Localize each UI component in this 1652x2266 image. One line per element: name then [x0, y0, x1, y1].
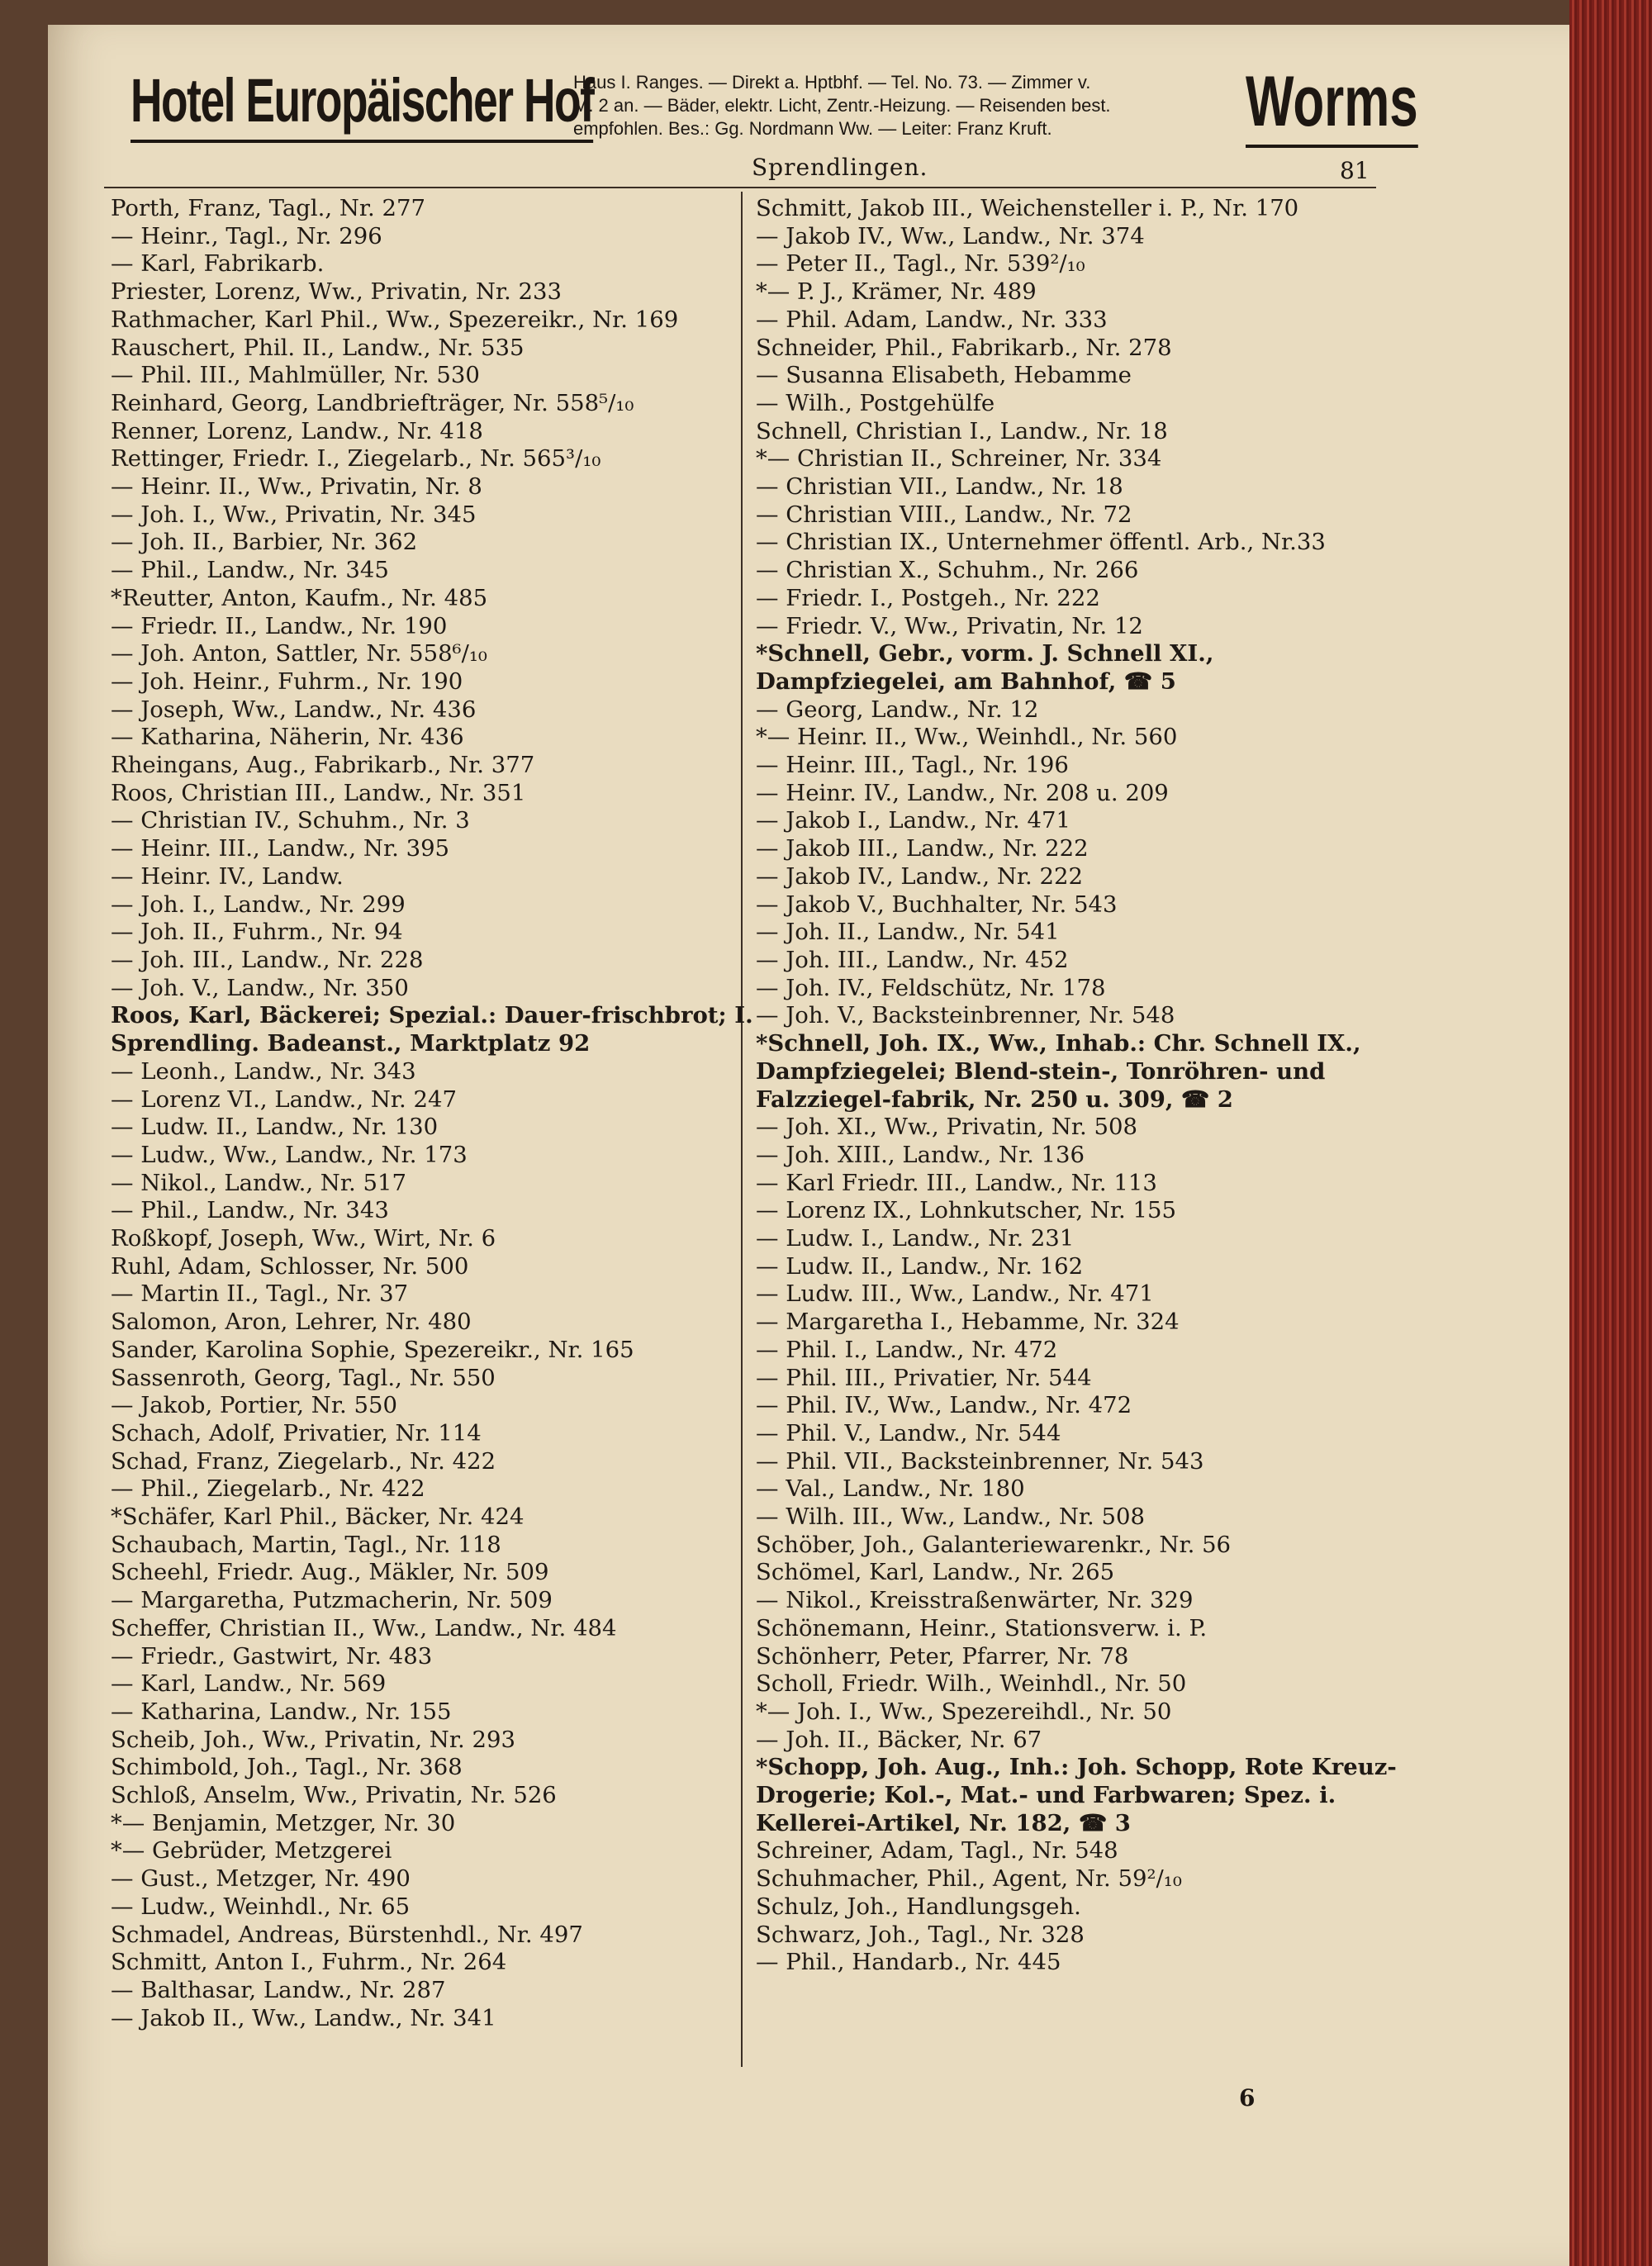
- directory-entry: Schuhmacher, Phil., Agent, Nr. 59²/₁₀: [756, 1865, 1182, 1893]
- directory-entry: — Christian VII., Landw., Nr. 18: [756, 473, 1123, 501]
- directory-entry: — Joh. II., Barbier, Nr. 362: [111, 529, 418, 556]
- hotel-name: Hotel Europäischer Hof: [131, 63, 593, 143]
- directory-entry: Schulz, Joh., Handlungsgeh.: [756, 1893, 1081, 1920]
- directory-entry: — Joh. II., Landw., Nr. 541: [756, 919, 1060, 946]
- directory-entry: — Joh. Heinr., Fuhrm., Nr. 190: [111, 667, 463, 695]
- directory-entry: Ruhl, Adam, Schlosser, Nr. 500: [111, 1252, 469, 1280]
- directory-entry: Schöber, Joh., Galanteriewarenkr., Nr. 56: [756, 1531, 1232, 1558]
- directory-entry: Schad, Franz, Ziegelarb., Nr. 422: [111, 1447, 496, 1475]
- directory-entry: — Ludw., Ww., Landw., Nr. 173: [111, 1141, 468, 1168]
- right-column: [756, 195, 1400, 1977]
- left-column: [111, 195, 755, 2032]
- directory-entry: Scholl, Friedr. Wilh., Weinhdl., Nr. 50: [756, 1670, 1187, 1698]
- directory-entry: — Jakob II., Ww., Landw., Nr. 341: [111, 2004, 496, 2031]
- directory-entry: Rheingans, Aug., Fabrikarb., Nr. 377: [111, 752, 535, 779]
- directory-entry: Rettinger, Friedr. I., Ziegelarb., Nr. 565³/₁₀: [111, 445, 601, 473]
- directory-entry: Roos, Karl, Bäckerei; Spezial.: Dauer-frischbrot; I. Sprendling. Badeanst., Marktplatz 92: [111, 1002, 753, 1057]
- directory-entry: — Ludw., Weinhdl., Nr. 65: [111, 1893, 411, 1920]
- directory-entry: *Schopp, Joh. Aug., Inh.: Joh. Schopp, Rote Kreuz-Drogerie; Kol.-, Mat.- und Farbwaren; Spez. i. Kellerei-Artikel, Nr. 182, ☎ 3: [756, 1754, 1397, 1836]
- directory-entry: — Joh. IV., Feldschütz, Nr. 178: [756, 974, 1106, 1001]
- directory-entry: — Peter II., Tagl., Nr. 539²/₁₀: [756, 250, 1085, 278]
- directory-entry: — Wilh., Postgehülfe: [756, 389, 995, 416]
- directory-entry: — Nikol., Landw., Nr. 517: [111, 1169, 406, 1196]
- directory-entry: Schaubach, Martin, Tagl., Nr. 118: [111, 1531, 501, 1558]
- directory-entry: — Margaretha, Putzmacherin, Nr. 509: [111, 1587, 553, 1614]
- directory-entry: *— Benjamin, Metzger, Nr. 30: [111, 1809, 456, 1836]
- directory-entry: Roßkopf, Joseph, Ww., Wirt, Nr. 6: [111, 1225, 496, 1252]
- directory-entry: — Christian IV., Schuhm., Nr. 3: [111, 807, 470, 834]
- directory-entry: — Phil. Adam, Landw., Nr. 333: [756, 306, 1108, 333]
- directory-entry: — Joh. II., Bäcker, Nr. 67: [756, 1726, 1042, 1753]
- directory-entry: — Phil. V., Landw., Nr. 544: [756, 1419, 1061, 1447]
- hotel-details-line-3: empfohlen. Bes.: Gg. Nordmann Ww. — Leiter: Franz Kruft.: [573, 118, 1052, 139]
- directory-entry: — Jakob, Portier, Nr. 550: [111, 1392, 397, 1419]
- book-edge: [1569, 0, 1652, 2266]
- directory-entry: Scheib, Joh., Ww., Privatin, Nr. 293: [111, 1726, 515, 1753]
- directory-entry: Schimbold, Joh., Tagl., Nr. 368: [111, 1754, 463, 1781]
- directory-entry: Schmitt, Anton I., Fuhrm., Nr. 264: [111, 1949, 507, 1976]
- directory-entry: — Friedr., Gastwirt, Nr. 483: [111, 1642, 433, 1670]
- hotel-city: Worms: [1246, 59, 1418, 148]
- page-number: 81: [1340, 157, 1370, 184]
- directory-entry: — Lorenz VI., Landw., Nr. 247: [111, 1085, 457, 1113]
- directory-entry: Schloß, Anselm, Ww., Privatin, Nr. 526: [111, 1782, 557, 1809]
- directory-entry: Priester, Lorenz, Ww., Privatin, Nr. 233: [111, 278, 563, 306]
- directory-entry: — Val., Landw., Nr. 180: [756, 1475, 1025, 1503]
- directory-entry: — Phil., Handarb., Nr. 445: [756, 1949, 1061, 1976]
- hotel-details-line-1: Haus I. Ranges. — Direkt a. Hptbhf. — Tel. No. 73. — Zimmer v.: [573, 72, 1091, 93]
- directory-entry: Schönherr, Peter, Pfarrer, Nr. 78: [756, 1642, 1129, 1670]
- directory-entry: — Joh. V., Landw., Nr. 350: [111, 974, 409, 1001]
- directory-entry: Rathmacher, Karl Phil., Ww., Spezereikr., Nr. 169: [111, 306, 679, 333]
- directory-entry: — Joh. XI., Ww., Privatin, Nr. 508: [756, 1114, 1138, 1141]
- directory-entry: Schneider, Phil., Fabrikarb., Nr. 278: [756, 334, 1172, 361]
- directory-entry: — Phil. III., Privatier, Nr. 544: [756, 1364, 1092, 1391]
- directory-entry: — Susanna Elisabeth, Hebamme: [756, 362, 1132, 389]
- directory-entry: — Christian VIII., Landw., Nr. 72: [756, 501, 1132, 528]
- directory-entry: *— P. J., Krämer, Nr. 489: [756, 278, 1037, 306]
- directory-entry: — Jakob III., Landw., Nr. 222: [756, 835, 1089, 862]
- directory-entry: — Margaretha I., Hebamme, Nr. 324: [756, 1309, 1180, 1336]
- directory-entry: *Schäfer, Karl Phil., Bäcker, Nr. 424: [111, 1504, 525, 1531]
- directory-entry: — Lorenz IX., Lohnkutscher, Nr. 155: [756, 1197, 1177, 1224]
- directory-entry: — Phil. I., Landw., Nr. 472: [756, 1336, 1058, 1363]
- directory-entry: — Joh. Anton, Sattler, Nr. 558⁶/₁₀: [111, 640, 487, 667]
- directory-entry: — Jakob I., Landw., Nr. 471: [756, 807, 1070, 834]
- directory-entry: — Heinr. IV., Landw.: [111, 862, 344, 890]
- hotel-details: [573, 71, 1251, 140]
- directory-entry: *Reutter, Anton, Kaufm., Nr. 485: [111, 584, 488, 611]
- directory-entry: — Karl, Fabrikarb.: [111, 250, 325, 278]
- header-rule: [104, 187, 1376, 188]
- signature-mark: 6: [1239, 2084, 1256, 2112]
- directory-entry: — Nikol., Kreisstraßenwärter, Nr. 329: [756, 1587, 1194, 1614]
- directory-entry: — Karl Friedr. III., Landw., Nr. 113: [756, 1169, 1157, 1196]
- directory-entry: — Joh. I., Ww., Privatin, Nr. 345: [111, 501, 477, 528]
- directory-entry: — Ludw. I., Landw., Nr. 231: [756, 1225, 1075, 1252]
- directory-entry: — Friedr. V., Ww., Privatin, Nr. 12: [756, 612, 1143, 639]
- directory-entry: — Katharina, Näherin, Nr. 436: [111, 724, 464, 751]
- directory-entry: — Friedr. I., Postgeh., Nr. 222: [756, 584, 1100, 611]
- directory-entry: — Joh. I., Landw., Nr. 299: [111, 891, 406, 918]
- directory-entry: — Katharina, Landw., Nr. 155: [111, 1698, 452, 1725]
- directory-entry: Schnell, Christian I., Landw., Nr. 18: [756, 417, 1168, 444]
- directory-entry: Schmadel, Andreas, Bürstenhdl., Nr. 497: [111, 1921, 583, 1948]
- directory-entry: Roos, Christian III., Landw., Nr. 351: [111, 779, 526, 806]
- directory-entry: — Phil., Ziegelarb., Nr. 422: [111, 1475, 425, 1503]
- directory-entry: — Phil., Landw., Nr. 345: [111, 557, 389, 584]
- directory-entry: — Balthasar, Landw., Nr. 287: [111, 1977, 446, 2003]
- hotel-details-line-2: M. 2 an. — Bäder, elektr. Licht, Zentr.-Heizung. — Reisenden best.: [573, 95, 1111, 116]
- directory-entry: — Karl, Landw., Nr. 569: [111, 1670, 387, 1698]
- directory-entry: Schömel, Karl, Landw., Nr. 265: [756, 1559, 1115, 1586]
- directory-entry: — Jakob V., Buchhalter, Nr. 543: [756, 891, 1118, 918]
- directory-entry: Sassenroth, Georg, Tagl., Nr. 550: [111, 1364, 496, 1391]
- running-head: Sprendlingen.: [752, 154, 928, 181]
- directory-entry: Porth, Franz, Tagl., Nr. 277: [111, 195, 426, 221]
- directory-entry: — Ludw. II., Landw., Nr. 130: [111, 1114, 439, 1141]
- directory-entry: — Heinr. II., Ww., Privatin, Nr. 8: [111, 473, 482, 501]
- directory-entry: — Georg, Landw., Nr. 12: [756, 696, 1039, 723]
- directory-entry: *— Joh. I., Ww., Spezereihdl., Nr. 50: [756, 1698, 1172, 1725]
- directory-entry: — Ludw. III., Ww., Landw., Nr. 471: [756, 1280, 1154, 1308]
- directory-entry: — Friedr. II., Landw., Nr. 190: [111, 612, 448, 639]
- directory-entry: — Heinr. III., Tagl., Nr. 196: [756, 752, 1069, 779]
- directory-entry: — Jakob IV., Ww., Landw., Nr. 374: [756, 222, 1145, 249]
- directory-entry: — Joh. III., Landw., Nr. 228: [111, 946, 424, 973]
- directory-entry: — Phil. IV., Ww., Landw., Nr. 472: [756, 1392, 1132, 1419]
- directory-entry: Scheffer, Christian II., Ww., Landw., Nr. 484: [111, 1614, 617, 1641]
- directory-entry: *Schnell, Joh. IX., Ww., Inhab.: Chr. Schnell IX., Dampfziegelei; Blend-stein-, Tonröhren- und Falzziegel-fabrik, Nr. 250 u. 309, ☎ 2: [756, 1030, 1361, 1113]
- directory-entry: *— Christian II., Schreiner, Nr. 334: [756, 445, 1162, 473]
- directory-entry: — Heinr., Tagl., Nr. 296: [111, 222, 382, 249]
- directory-entry: Sander, Karolina Sophie, Spezereikr., Nr. 165: [111, 1336, 634, 1363]
- directory-entry: Reinhard, Georg, Landbriefträger, Nr. 558⁵/₁₀: [111, 389, 634, 416]
- directory-entry: — Leonh., Landw., Nr. 343: [111, 1057, 416, 1085]
- directory-entry: — Christian IX., Unternehmer öffentl. Arb., Nr.33: [756, 529, 1326, 556]
- directory-entry: *Schnell, Gebr., vorm. J. Schnell XI., Dampfziegelei, am Bahnhof, ☎ 5: [756, 640, 1214, 695]
- directory-entry: — Wilh. III., Ww., Landw., Nr. 508: [756, 1504, 1146, 1531]
- directory-entry: Schach, Adolf, Privatier, Nr. 114: [111, 1419, 482, 1447]
- directory-entry: Rauschert, Phil. II., Landw., Nr. 535: [111, 334, 525, 361]
- directory-entry: — Phil. VII., Backsteinbrenner, Nr. 543: [756, 1447, 1204, 1475]
- directory-entry: — Joh. II., Fuhrm., Nr. 94: [111, 919, 403, 946]
- directory-entry: Renner, Lorenz, Landw., Nr. 418: [111, 417, 483, 444]
- directory-entry: Schmitt, Jakob III., Weichensteller i. P., Nr. 170: [756, 195, 1299, 221]
- directory-entry: — Joh. V., Backsteinbrenner, Nr. 548: [756, 1002, 1175, 1029]
- directory-entry: — Christian X., Schuhm., Nr. 266: [756, 557, 1139, 584]
- directory-entry: — Phil., Landw., Nr. 343: [111, 1197, 389, 1224]
- directory-entry: Schönemann, Heinr., Stationsverw. i. P.: [756, 1614, 1208, 1641]
- directory-entry: Salomon, Aron, Lehrer, Nr. 480: [111, 1309, 472, 1336]
- directory-entry: — Gust., Metzger, Nr. 490: [111, 1865, 411, 1893]
- directory-entry: — Joseph, Ww., Landw., Nr. 436: [111, 696, 477, 723]
- directory-entry: — Joh. XIII., Landw., Nr. 136: [756, 1141, 1085, 1168]
- directory-entry: — Heinr. IV., Landw., Nr. 208 u. 209: [756, 779, 1169, 806]
- directory-entry: Scheehl, Friedr. Aug., Mäkler, Nr. 509: [111, 1559, 549, 1586]
- directory-entry: — Joh. III., Landw., Nr. 452: [756, 946, 1069, 973]
- hotel-advertisement: [81, 55, 1418, 154]
- directory-entry: — Martin II., Tagl., Nr. 37: [111, 1280, 409, 1308]
- directory-entry: Schreiner, Adam, Tagl., Nr. 548: [756, 1837, 1118, 1865]
- directory-entry: *— Heinr. II., Ww., Weinhdl., Nr. 560: [756, 724, 1178, 751]
- directory-entry: Schwarz, Joh., Tagl., Nr. 328: [756, 1921, 1085, 1948]
- directory-entry: — Phil. III., Mahlmüller, Nr. 530: [111, 362, 480, 389]
- directory-entry: *— Gebrüder, Metzgerei: [111, 1837, 392, 1865]
- directory-entry: — Ludw. II., Landw., Nr. 162: [756, 1252, 1084, 1280]
- directory-entry: — Heinr. III., Landw., Nr. 395: [111, 835, 450, 862]
- directory-entry: — Jakob IV., Landw., Nr. 222: [756, 862, 1083, 890]
